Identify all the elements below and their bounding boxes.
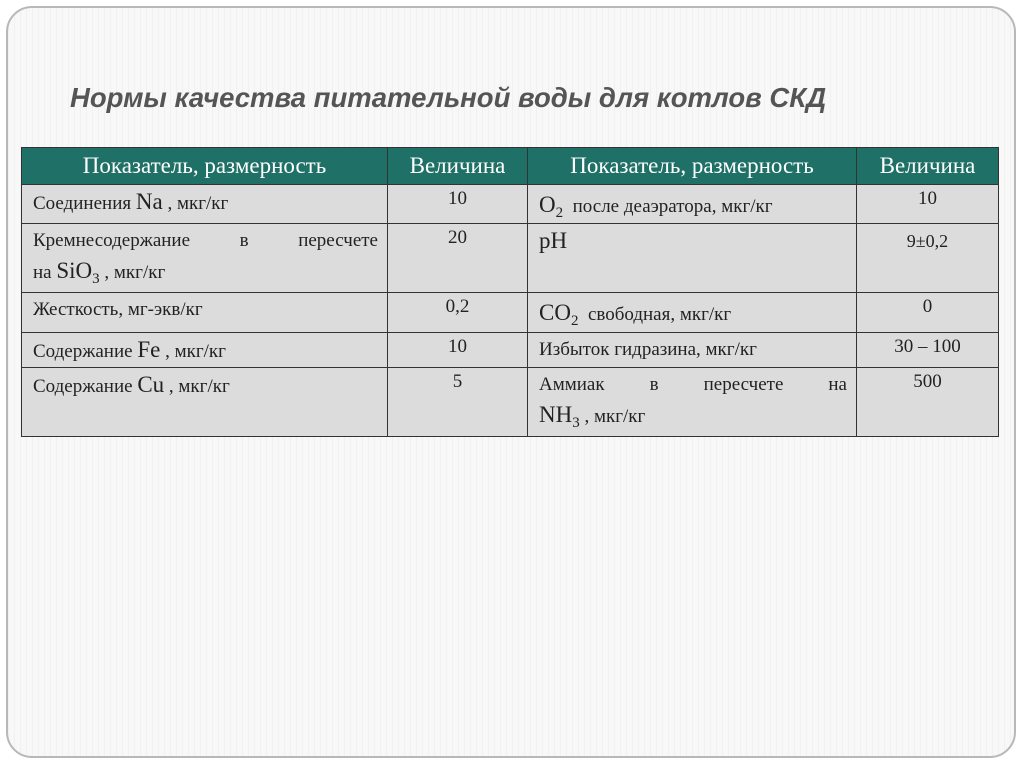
indicator-cell: Содержание Fe , мкг/кг (22, 333, 388, 368)
chem-formula: $CO_2$ (539, 300, 579, 329)
header-indicator-2: Показатель, размерность (528, 148, 857, 185)
header-value-2: Величина (857, 148, 999, 185)
indicator-cell: Кремнесодержание в пересчете на SiO$_3$ , мкг/кг (22, 224, 388, 293)
chem-formula: pH (539, 228, 568, 253)
chem-formula: $NH_3$ (539, 402, 580, 431)
chem-formula: Na (135, 189, 163, 214)
table-row (22, 333, 999, 368)
chem-formula: SiO$_3$ (56, 258, 100, 287)
value-cell: 10 (388, 333, 528, 368)
indicator-cell: $CO_2$ свободная, мкг/кг (528, 293, 857, 333)
value-cell: 0,2 (388, 293, 528, 333)
table-row (22, 368, 999, 437)
indicator-cell: $O_2$ после деаэратора, мкг/кг (528, 185, 857, 224)
value-cell: 500 (857, 368, 999, 437)
value-cell: 10 (857, 185, 999, 224)
table-header-row (22, 148, 999, 185)
indicator-cell: Жесткость, мг-экв/кг (22, 293, 388, 333)
chem-formula: $O_2$ (539, 192, 564, 221)
water-quality-table (21, 147, 999, 437)
slide-title: Нормы качества питательной воды для котлов СКД (70, 82, 827, 113)
value-cell: 10 (388, 185, 528, 224)
indicator-cell: Содержание Cu , мкг/кг (22, 368, 388, 437)
indicator-cell: Соединения Na , мкг/кг (22, 185, 388, 224)
table-row (22, 224, 999, 293)
table-row (22, 185, 999, 224)
header-value-1: Величина (388, 148, 528, 185)
value-cell: 5 (388, 368, 528, 437)
table-row (22, 293, 999, 333)
value-cell: 9±0,2 (857, 224, 999, 293)
chem-formula: Fe (137, 337, 161, 362)
chem-formula: Cu (137, 372, 165, 397)
indicator-cell: Избыток гидразина, мкг/кг (528, 333, 857, 368)
value-cell: 0 (857, 293, 999, 333)
header-indicator-1: Показатель, размерность (22, 148, 388, 185)
value-cell: 20 (388, 224, 528, 293)
indicator-cell: Аммиак в пересчете на $NH_3$ , мкг/кг (528, 368, 857, 437)
slide (6, 6, 1016, 758)
indicator-cell (528, 224, 857, 293)
value-cell: 30 – 100 (857, 333, 999, 368)
